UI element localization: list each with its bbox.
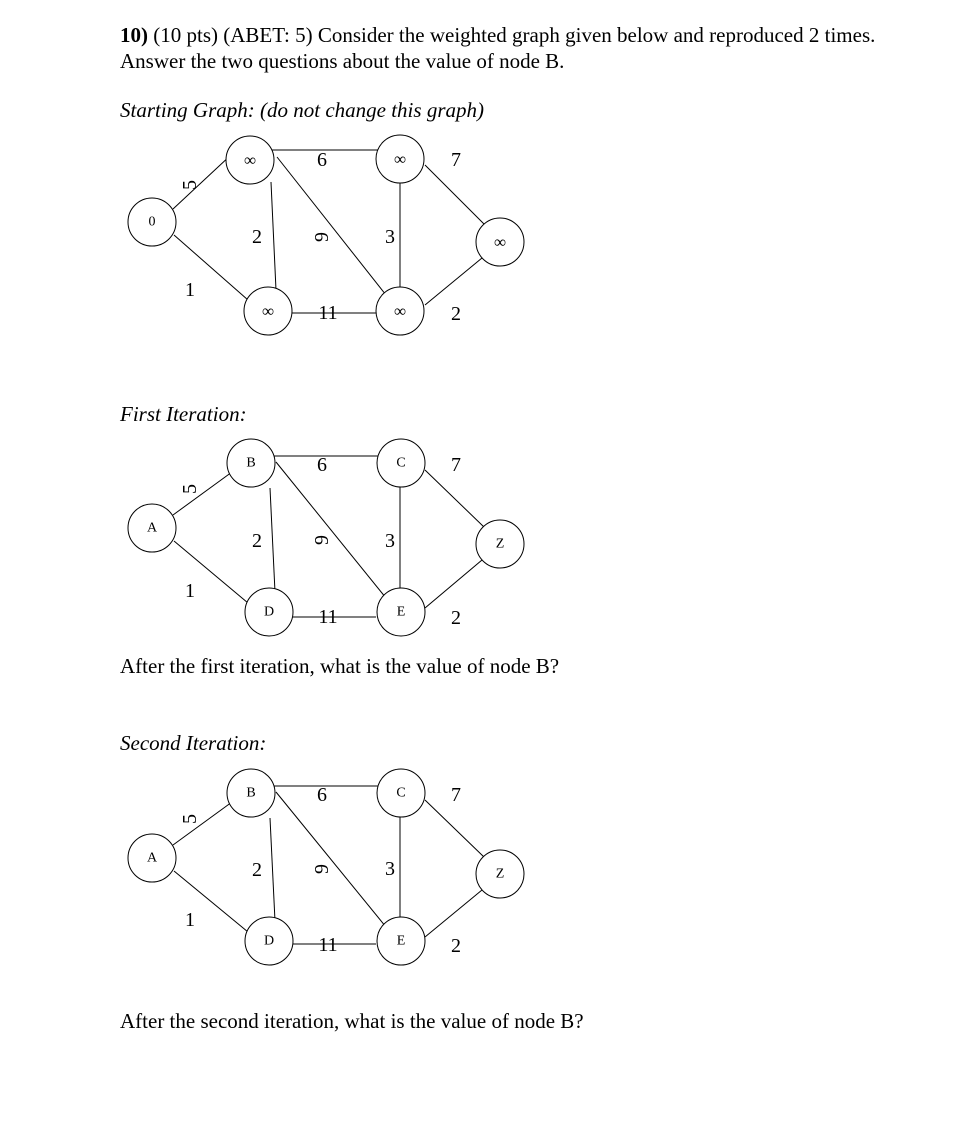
edge-b-e [276,462,386,598]
weight-c-z: 7 [451,454,461,476]
node-c-label: C [396,455,406,471]
node-z-label: Z [495,866,505,882]
starting-graph-label: Starting Graph: (do not change this graph) [120,98,484,122]
second-iteration-graph [0,754,954,964]
question-text [120,22,880,74]
edge-b-d [270,488,275,592]
weight-b-e: 9 [311,232,333,242]
weight-d-e: 11 [318,302,338,324]
question-body: (10 pts) (ABET: 5) Consider the weighted graph given below and reproduced 2 times. Answer the two questions about the value of node B. [120,23,876,73]
weight-c-e: 3 [385,858,395,880]
weight-b-c: 6 [317,784,327,806]
node-e-label: E [396,933,406,949]
node-z-label: ∞ [493,232,507,252]
weight-a-d: 1 [185,909,195,931]
weight-d-e: 11 [318,934,338,956]
edge-b-d [270,818,275,921]
edge-b-d [271,182,276,290]
edge-c-z [425,800,485,858]
second-iteration-prompt: After the second iteration, what is the value of node B? [120,1009,584,1033]
edge-b-e [277,157,386,295]
question-number: 10) [120,23,148,47]
weight-c-z: 7 [451,784,461,806]
weight-c-e: 3 [385,226,395,248]
node-a-label: A [146,850,158,866]
first-iteration-prompt: After the first iteration, what is the value of node B? [120,654,560,678]
weight-b-e: 9 [311,535,333,545]
weight-a-b: 5 [179,814,201,824]
weight-a-b: 5 [179,484,201,494]
edge-e-z [425,560,482,608]
weight-b-c: 6 [317,454,327,476]
node-a-label: A [146,520,158,536]
weight-b-e: 9 [311,864,333,874]
first-iteration-graph [0,424,954,634]
edge-e-z [425,890,482,937]
weight-e-z: 2 [451,303,461,325]
weight-e-z: 2 [451,935,461,957]
weight-c-e: 3 [385,530,395,552]
second-iteration-label: Second Iteration: [120,731,267,755]
node-d-label: ∞ [261,301,275,321]
weight-b-d: 2 [252,859,262,881]
node-b-label: B [246,785,256,801]
weight-a-d: 1 [185,580,195,602]
weight-b-d: 2 [252,226,262,248]
node-d-label: D [263,933,275,949]
weight-c-z: 7 [451,149,461,171]
edge-e-z [425,258,482,305]
node-a-label: 0 [148,214,156,230]
weight-e-z: 2 [451,607,461,629]
first-iteration-label: First Iteration: [120,402,247,426]
node-z-label: Z [495,536,505,552]
weight-a-b: 5 [179,180,201,190]
node-b-label: B [246,455,256,471]
edge-b-e [276,792,386,927]
edge-c-z [425,165,485,225]
node-c-label: C [396,785,406,801]
node-d-label: D [263,604,275,620]
node-e-label: ∞ [393,301,407,321]
weight-a-d: 1 [185,279,195,301]
weight-b-c: 6 [317,149,327,171]
weight-d-e: 11 [318,606,338,628]
node-c-label: ∞ [393,149,407,169]
node-e-label: E [396,604,406,620]
node-b-label: ∞ [243,150,257,170]
weight-b-d: 2 [252,530,262,552]
starting-graph [0,120,954,330]
edge-c-z [425,470,485,528]
